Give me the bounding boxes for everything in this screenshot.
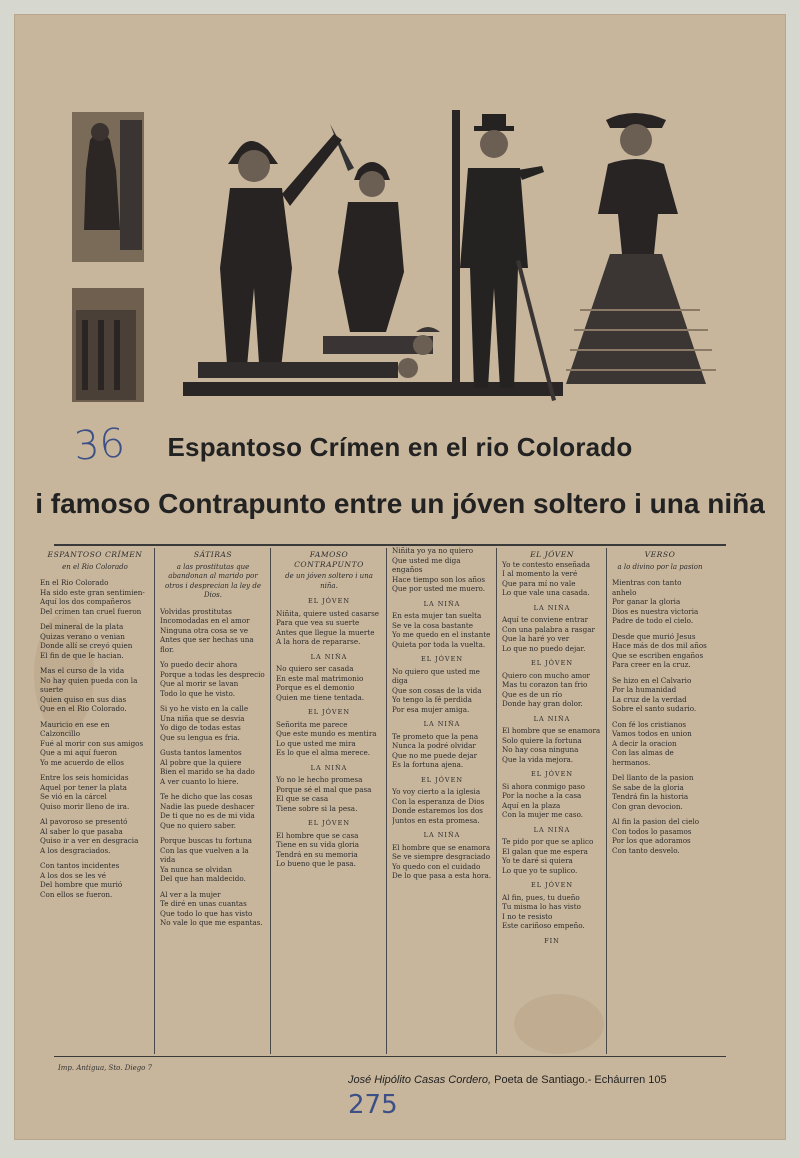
verse-line: Que no me puede dejar <box>392 750 478 760</box>
speaker-label <box>392 720 492 730</box>
verse-line: Con gran devocion. <box>612 801 683 811</box>
verse-line: Quien me tiene tentada. <box>276 692 365 702</box>
verse-line: A ver cuanto lo hiere. <box>160 776 239 786</box>
verse-line: Que para mí no vale <box>502 578 576 588</box>
verse-line: Que la haré yo ver <box>502 634 570 643</box>
verse-line: Mauricio en ese en Calzoncillo <box>40 719 110 738</box>
verse-line: Que en el Rio Colorado. <box>40 704 127 713</box>
verse-line: El hombre que se enamora <box>502 726 601 735</box>
stanza <box>612 817 708 855</box>
verse-line: Que se escriben engaños <box>612 650 704 660</box>
stanza <box>392 732 492 770</box>
verse-line: El fin de que le hacian. <box>40 650 124 660</box>
verse-line: Al fin, pues, tu dueño <box>502 892 580 902</box>
column-6 <box>612 546 708 1054</box>
stanza <box>392 843 492 881</box>
stanza <box>276 720 382 758</box>
stanza <box>612 632 708 670</box>
verse-line: EL JÓVEN <box>420 655 464 663</box>
verse-line: Vamos todos en union <box>612 729 692 738</box>
verse-line: LA NIÑA <box>310 763 348 772</box>
verse-line: No quiero ser casada <box>276 664 354 673</box>
verse-line: Incomodadas en el amor <box>160 616 250 625</box>
verse-line: Con la esperanza de Dios <box>392 796 485 806</box>
verse-line: Padre de todo el cielo. <box>612 616 694 625</box>
column-subheading: a las prostitutas que abandonan al marido por otros i desprecian la ley de Dios. <box>165 562 261 599</box>
verse-line: Hace tiempo son los años <box>392 574 486 584</box>
stanza <box>40 666 150 714</box>
verse-line: Antes que ser hechas una flor. <box>160 635 254 654</box>
verse-line: Del mineral de la plata <box>40 622 124 631</box>
verse-line: LA NIÑA <box>533 603 571 612</box>
stanza <box>160 660 266 698</box>
column-divider <box>386 548 387 1054</box>
verse-line: Por ganar la gloria <box>612 597 681 606</box>
verse-line: Lo que usted me mira <box>276 738 356 748</box>
verse-line: Del crímen tan cruel fueron <box>40 606 142 616</box>
verse-line: Se vió en la cárcel <box>40 792 107 801</box>
verse-line: En el Rio Colorado <box>40 578 109 587</box>
verse-line: Que son cosas de la vida <box>392 685 482 695</box>
verse-line: Mas tu corazon tan frio <box>502 680 588 689</box>
column-heading: FAMOSO CONTRAPUNTO <box>294 550 364 569</box>
verse-line: Desde que murió Jesus <box>612 631 696 641</box>
broadside-sheet <box>14 14 786 1140</box>
verse-line: Se hizo en el Calvario <box>612 675 692 685</box>
verse-line: Por esa mujer amiga. <box>392 704 470 714</box>
verse-line: Es la fortuna ajena. <box>392 760 464 769</box>
verse-line: I al momento la veré <box>502 569 578 578</box>
verse-line: Tendrá en su memoria <box>276 849 358 859</box>
stanza <box>502 837 602 875</box>
verse-line: Niñita, quiere usted casarse <box>276 608 380 618</box>
verse-line: Quiero con mucho amor <box>502 670 590 680</box>
column-subheading: a lo divino por la pasion <box>617 562 703 571</box>
verse-line: No hay quien pueda con la suerte <box>40 675 138 694</box>
verse-line: Que la vida mejora. <box>502 754 574 764</box>
verse-line: Mas el curso de la vida <box>40 666 125 675</box>
verse-line: Para que vea su suerte <box>276 618 360 627</box>
verse-line: Yo digo de todas estas <box>160 723 241 732</box>
verse-line: Lo que vale una casada. <box>502 588 590 597</box>
speaker-label <box>502 715 602 725</box>
verse-line: El hombre que se casa <box>276 830 359 840</box>
verse-line: EL JÓVEN <box>307 819 351 827</box>
stanza <box>40 720 150 768</box>
stanza <box>160 890 266 928</box>
title-line-2: i famoso Contrapunto entre un jóven soltero i una niña <box>35 488 765 519</box>
verse-line: Con todos lo pasamos <box>612 826 692 836</box>
scene-lady <box>566 113 716 384</box>
column-divider <box>154 548 155 1054</box>
verse-line: LA NIÑA <box>310 652 348 661</box>
verse-line: Señorita me parece <box>276 719 348 729</box>
verse-line: Entre los seis homicidas <box>40 773 129 782</box>
bottom-rule <box>54 1056 726 1057</box>
column-3 <box>276 546 382 1054</box>
verse-line: Juntos en esta promesa. <box>392 815 480 825</box>
stanza <box>612 720 708 768</box>
verse-line: Al pobre que la quiere <box>160 757 242 767</box>
verse-line: No vale lo que me espantas. <box>160 918 263 927</box>
verse-line: No hay cosa ninguna <box>502 745 579 754</box>
verse-line: Quieta por toda la vuelta. <box>392 639 486 649</box>
verse-line: Fué al morir con sus amigos <box>40 738 144 748</box>
column-divider <box>606 548 607 1054</box>
verse-line: Quizas verano o venian <box>40 631 125 641</box>
verse-line: Al ver a la mujer <box>160 889 221 899</box>
verse-line: Este cariñoso empeño. <box>502 921 585 930</box>
verse-line: Con una palabra a rasgar <box>502 624 595 634</box>
stanza <box>160 704 266 742</box>
verse-line: Porque buscas tu fortuna <box>160 836 252 845</box>
vignette-crowd <box>72 288 144 402</box>
stanza <box>392 787 492 825</box>
verse-line: Te he dicho que las cosas <box>160 792 253 801</box>
stanza <box>40 773 150 811</box>
title-line-1: Espantoso Crímen en el rio Colorado <box>167 432 633 462</box>
stanza <box>40 578 150 616</box>
verse-line: Nunca la podré olvidar <box>392 741 476 750</box>
verse-line: Ya nunca se olvidan <box>160 864 232 874</box>
verse-line: Con tantos incidentes <box>40 861 120 870</box>
verse-line: Ha sido este gran sentimien- <box>40 587 145 597</box>
verse-line: Donde hay gran dolor. <box>502 699 583 708</box>
verse-line: Que por usted me muero. <box>392 584 486 593</box>
verse-line: Sobre el santo sudario. <box>612 704 697 713</box>
verse-line: Que es de un río <box>502 689 563 699</box>
verse-line: Al saber lo que pasaba <box>40 826 123 836</box>
speaker-label <box>276 819 382 829</box>
verse-line: Donde allí se creyó quien <box>40 641 133 650</box>
verse-line: Yo tengo la fé perdida <box>392 695 472 704</box>
column-subheading: de un jóven soltero i una niña. <box>285 572 373 590</box>
verse-line: Con las almas de hermanos. <box>612 748 674 767</box>
stanza <box>502 726 602 764</box>
verse-line: Tendrá fin la historia <box>612 792 689 801</box>
verse-line: Yo puedo decir ahora <box>160 660 238 669</box>
stanza <box>392 667 492 715</box>
verse-line: Porque sé el mal que pasa <box>276 784 372 794</box>
verse-line: LA NIÑA <box>533 714 571 723</box>
speaker-label <box>502 881 602 891</box>
verse-line: Del hombre que murió <box>40 880 123 889</box>
verse-line: LA NIÑA <box>423 599 461 608</box>
verse-line: Yo me quedo en el instante <box>392 630 491 639</box>
column-heading: VERSO <box>644 550 676 559</box>
verse-line: Niñita yo ya no quiero <box>392 546 474 555</box>
verse-line: Con tanto desvelo. <box>612 845 680 855</box>
verse-line: EL JÓVEN <box>530 770 574 778</box>
verse-line: Se ve siempre desgraciado <box>392 852 491 861</box>
stanza <box>160 792 266 830</box>
verse-line: De ti que no es de mi vida <box>160 811 255 820</box>
column-heading: SÁTIRAS <box>193 550 233 559</box>
verse-line: Con la mujer me caso. <box>502 810 584 819</box>
verse-line: Yo te contesto enseñada <box>502 559 591 569</box>
column-heading: EL JÓVEN <box>530 550 574 559</box>
speaker-label <box>276 597 382 607</box>
verse-line: El hombre que se enamora <box>392 842 491 852</box>
verse-line: A decir la oracion <box>612 738 677 748</box>
verse-line: La cruz de la verdad <box>612 694 687 704</box>
column-5 <box>502 546 602 1054</box>
verse-line: El que se casa <box>276 794 329 803</box>
verse-line: Porque es el demonio <box>276 683 355 692</box>
verse-line: Lo que no puedo dejar. <box>502 643 586 653</box>
verse-line: LA NIÑA <box>533 825 571 834</box>
stanza <box>392 611 492 649</box>
speaker-label <box>392 655 492 665</box>
verse-line: De lo que pasa a esta hora. <box>392 871 492 880</box>
author-place: Poeta de Santiago.- Echáurren 105 <box>494 1074 667 1086</box>
verse-line: EL JÓVEN <box>420 775 464 784</box>
verse-line: Quiso morir lleno de ira. <box>40 801 130 811</box>
verse-line: Gusta tantos lamentos <box>160 748 242 757</box>
verse-line: A la hora de repararse. <box>276 637 361 646</box>
imprint: Imp. Antigua, Sto. Diego 7 <box>58 1064 153 1072</box>
speaker-label <box>276 708 382 718</box>
verse-line: Yo me acuerdo de ellos <box>40 757 124 767</box>
verse-line: Te diré en unas cuantas <box>160 899 247 908</box>
speaker-label <box>392 600 492 610</box>
stanza <box>40 817 150 855</box>
verse-line: Donde estaremos los dos <box>392 806 483 815</box>
verse-line: Que al morir se lavan <box>160 679 239 688</box>
verse-line: Por la noche a la casa <box>502 791 582 800</box>
verse-line: El galan que me espera <box>502 846 588 856</box>
stanza <box>40 622 150 660</box>
verse-line: Que no quiero saber. <box>160 820 236 830</box>
verse-line: Lo que yo te suplico. <box>502 865 578 875</box>
verse-line: Que todo lo que has visto <box>160 908 253 918</box>
verse-line: I no te resisto <box>502 911 553 921</box>
stanza <box>502 560 602 598</box>
verse-line: LA NIÑA <box>423 831 461 839</box>
column-2 <box>160 546 266 1054</box>
verse-line: A los dos se les vé <box>40 870 107 880</box>
stanza <box>276 775 382 813</box>
verse-line: Volvidas prostitutas <box>160 606 232 616</box>
verse-line: Ninguna otra cosa se ve <box>160 625 249 635</box>
verse-line: Todo lo que he visto. <box>160 688 236 698</box>
verse-line: Yo te daré si quiera <box>502 856 573 865</box>
verse-line: EL JÓVEN <box>530 881 574 889</box>
author-line <box>348 1074 667 1086</box>
verse-line: Con ellos se fueron. <box>40 889 113 899</box>
verse-line: Que usted me diga engaños <box>392 555 461 574</box>
verse-line: Solo quiere la fortuna <box>502 735 582 745</box>
verse-line: Con las que vuelven a la vida <box>160 845 249 864</box>
speaker-label <box>502 937 602 947</box>
speaker-label <box>392 831 492 841</box>
verse-line: EL JÓVEN <box>307 708 351 716</box>
verse-line: En este mal matrimonio <box>276 673 364 683</box>
verse-line: Con fé los cristianos <box>612 719 687 729</box>
stanza <box>612 773 708 811</box>
speaker-label <box>502 604 602 614</box>
verse-line: Para creer en la cruz. <box>612 660 691 669</box>
verse-line: No quiero que usted me diga <box>392 666 480 685</box>
stanza <box>276 609 382 647</box>
stanza <box>160 748 266 786</box>
stanza <box>392 546 492 594</box>
stanza <box>502 782 602 820</box>
verse-line: Yo voy cierto a la iglesia <box>392 787 481 796</box>
verse-line: Lo bueno que le pasa. <box>276 859 356 868</box>
speaker-label <box>276 764 382 774</box>
verse-line: Es lo que el alma merece. <box>276 748 371 757</box>
verse-line: Dios es nuestra victoria <box>612 606 699 616</box>
stanza <box>502 615 602 653</box>
speaker-label <box>502 826 602 836</box>
stanza <box>276 831 382 869</box>
verse-line: Al pavoroso se presentó <box>40 817 128 826</box>
author-name: José Hipólito Casas Cordero, <box>348 1074 492 1086</box>
speaker-label <box>392 776 492 786</box>
verse-line: Mientras con tanto anhelo <box>612 578 682 597</box>
handwritten-number-bottom: 275 <box>348 1090 398 1120</box>
woodcut-illustration <box>68 110 730 422</box>
verse-line: En esta mujer tan suelta <box>392 611 482 620</box>
verse-line: Si ahora conmigo paso <box>502 781 585 791</box>
column-subheading: en el Rio Colorado <box>62 562 128 571</box>
vignette-doorway <box>72 112 144 262</box>
speaker-label <box>502 770 602 780</box>
verse-line: Del llanto de la pasion <box>612 773 694 782</box>
stanza <box>160 836 266 884</box>
verse-line: Tiene en su vida gloria <box>276 840 360 849</box>
verse-line: Porque a todas les desprecio <box>160 669 265 679</box>
verse-line: Antes que llegue la muerte <box>276 627 375 637</box>
verse-line: Aquí te conviene entrar <box>502 615 589 624</box>
stanza <box>612 676 708 714</box>
stanza <box>502 893 602 931</box>
verse-line: Al fin la pasion del cielo <box>612 817 700 826</box>
speaker-label <box>276 653 382 663</box>
verse-line: Nadie las puede deshacer <box>160 801 255 811</box>
verse-line: Una niña que se desvia <box>160 713 245 723</box>
column-4 <box>392 546 492 1054</box>
verse-line: Por los que adoramos <box>612 836 691 845</box>
verse-line: Tiene sobre si la pesa. <box>276 803 358 813</box>
verse-line: Aquí en la plaza <box>502 800 561 810</box>
verse-line: Que su lengua es fria. <box>160 732 240 742</box>
verse-line: Yo no le hecho promesa <box>276 775 363 784</box>
stanza <box>160 607 266 655</box>
verse-line: Aquel por tener la plata <box>40 782 127 792</box>
verse-line: Se ve la cosa bastante <box>392 620 474 630</box>
column-1 <box>40 546 150 1054</box>
verse-line: Te prometo que la pena <box>392 731 479 741</box>
verse-line: FIN <box>544 936 560 945</box>
verse-line: Te pido por que se aplico <box>502 837 594 846</box>
column-heading: ESPANTOSO CRÍMEN <box>47 550 143 559</box>
stanza <box>40 861 150 899</box>
verse-line: Tu misma lo has visto <box>502 902 581 911</box>
verse-line: Quien quiso en sus dias <box>40 694 127 704</box>
scene-gentleman <box>460 114 556 401</box>
verse-line: LA NIÑA <box>423 720 461 728</box>
verse-line: Si yo he visto en la calle <box>160 704 249 713</box>
verse-line: Se sabe de la gloria <box>612 782 684 792</box>
column-divider <box>270 548 271 1054</box>
verse-line: Que a mi aquí fueron <box>40 748 118 757</box>
speaker-label <box>502 659 602 669</box>
handwritten-number-top: 36 <box>72 420 127 470</box>
verse-line: Que este mundo es mentira <box>276 729 377 738</box>
verse-line: Yo quedo con el cuidado <box>392 861 481 871</box>
verse-line: A los desgraciados. <box>40 845 111 855</box>
verse-line: Bien el marido se ha dado <box>160 767 255 776</box>
verse-line: Quiso ir a ver en desgracia <box>40 836 139 845</box>
stanza <box>276 664 382 702</box>
verse-line: Por la humanidad <box>612 685 677 694</box>
stanza <box>612 578 708 626</box>
verse-line: Del que han maldecido. <box>160 874 246 883</box>
stanza <box>502 671 602 709</box>
verse-line: EL JÓVEN <box>530 659 574 667</box>
verse-line: EL JÓVEN <box>307 597 351 605</box>
verse-line: Hace más de dos mil años <box>612 641 707 650</box>
column-divider <box>496 548 497 1054</box>
verse-line: Aquí los dos compañeros <box>40 597 131 606</box>
